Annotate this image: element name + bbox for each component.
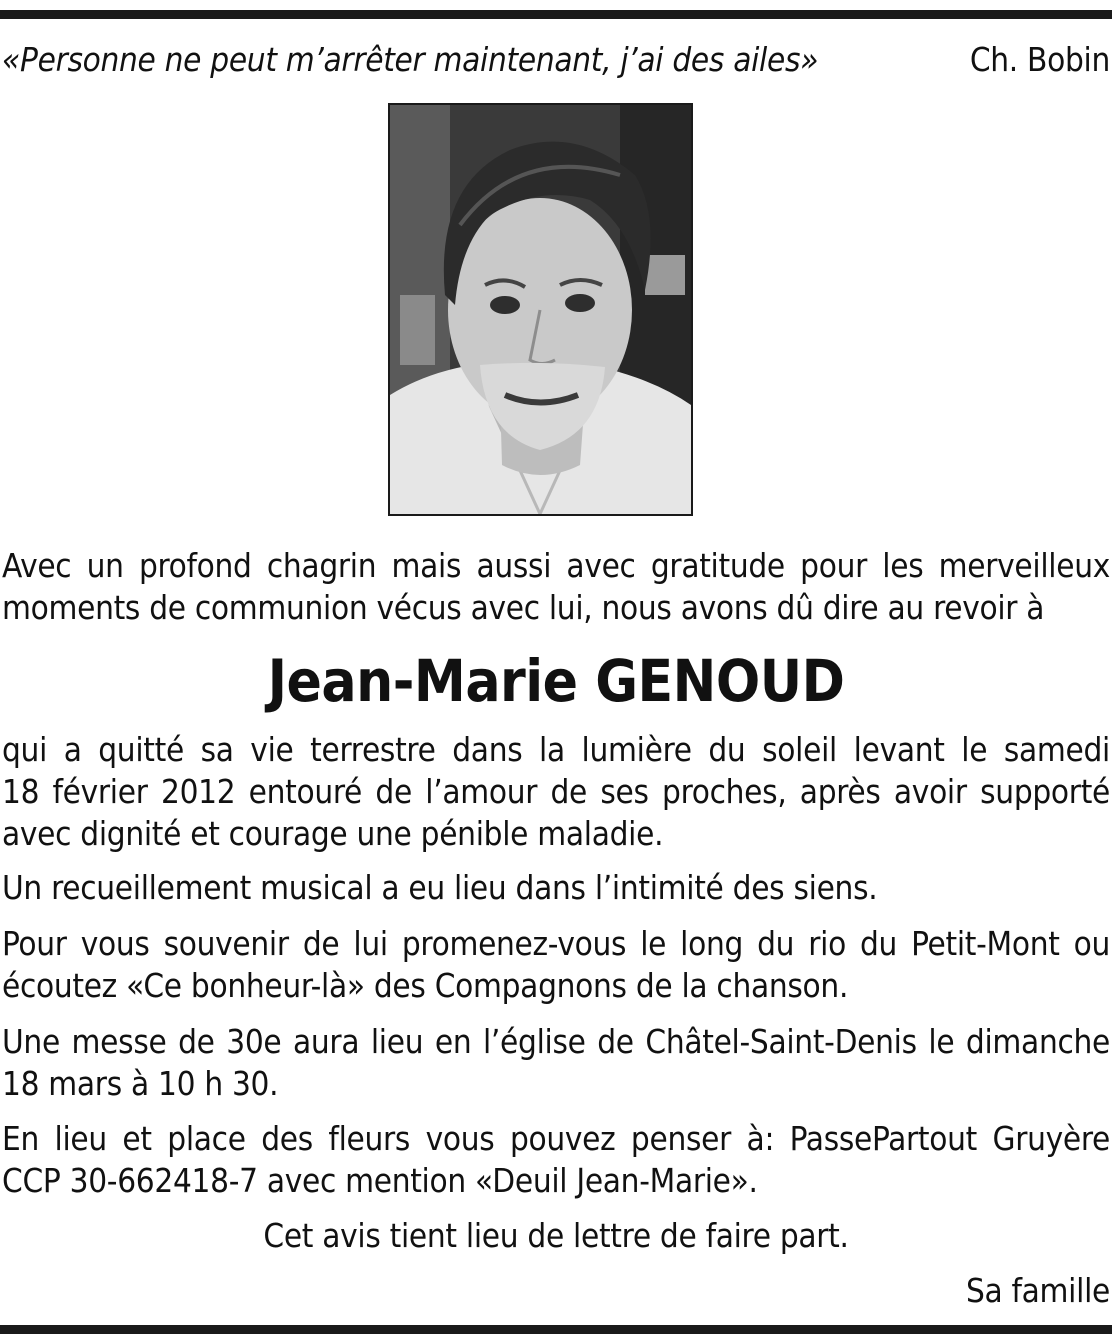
donation-line-2: CCP 30-662418-7 avec mention «Deuil Jean-Marie». — [2, 1161, 758, 1200]
ceremony-paragraph: Un recueillement musical a eu lieu dans l’intimité des siens. — [2, 868, 878, 907]
mass-line-1: Une messe de 30e aura lieu en l’église de Châtel-Saint-Denis le dimanche — [2, 1022, 1110, 1061]
portrait-photo — [388, 103, 693, 516]
passing-line-3: avec dignité et courage une pénible maladie. — [2, 814, 664, 853]
deceased-name: Jean-Marie GENOUD — [267, 647, 845, 715]
passing-line-1: qui a quitté sa vie terrestre dans la lumière du soleil levant le samedi — [2, 730, 1110, 769]
intro-line-1: Avec un profond chagrin mais aussi avec gratitude pour les merveilleux — [2, 546, 1110, 585]
memory-line-2: écoutez «Ce bonheur-là» des Compagnons de la chanson. — [2, 966, 849, 1005]
bottom-rule — [0, 1325, 1112, 1334]
portrait-icon — [390, 105, 691, 514]
epigraph-quote: «Personne ne peut m’arrêter maintenant, j’ai des ailes» — [2, 40, 819, 79]
memory-line-1: Pour vous souvenir de lui promenez-vous le long du rio du Petit-Mont ou — [2, 924, 1110, 963]
passing-line-2: 18 février 2012 entouré de l’amour de ses proches, après avoir supporté — [2, 772, 1110, 811]
signature: Sa famille — [965, 1271, 1110, 1310]
donation-line-1: En lieu et place des fleurs vous pouvez penser à: PassePartout Gruyère — [2, 1119, 1110, 1158]
mass-line-2: 18 mars à 10 h 30. — [2, 1064, 279, 1103]
top-rule — [0, 10, 1112, 19]
epigraph-author: Ch. Bobin — [969, 40, 1110, 79]
intro-line-2: moments de communion vécus avec lui, nous avons dû dire au revoir à — [2, 588, 1045, 627]
notice-line: Cet avis tient lieu de lettre de faire part. — [263, 1216, 849, 1255]
